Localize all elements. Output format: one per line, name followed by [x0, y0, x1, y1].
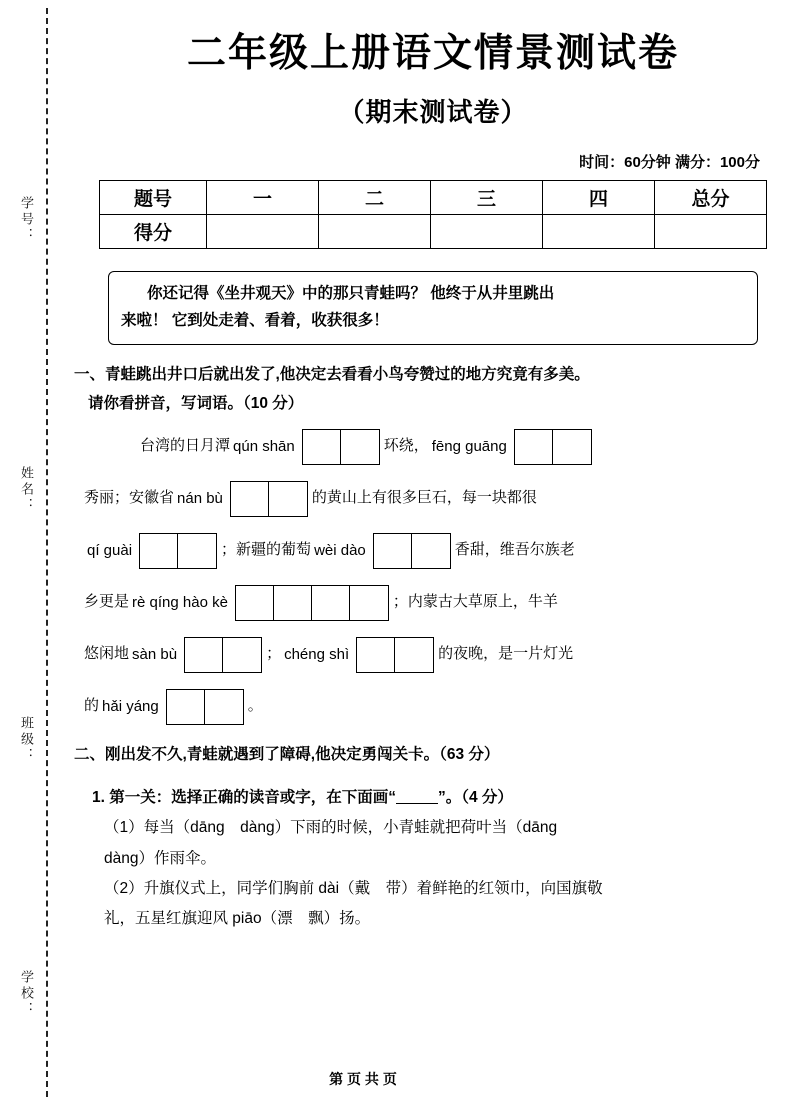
answer-box-cell[interactable]: [395, 638, 433, 672]
pinyin-text: qí guài: [87, 542, 133, 560]
section-two: [70, 741, 796, 935]
pinyin-text: hǎi yáng: [102, 698, 159, 716]
sentence-text: ；: [266, 646, 282, 663]
section-two-questions: [74, 783, 790, 934]
answer-box-cell[interactable]: [350, 586, 388, 620]
answer-box-group[interactable]: [302, 429, 380, 465]
answer-blank[interactable]: [396, 789, 438, 804]
question-line: dàng）作雨伞。: [104, 849, 216, 867]
margin-label-name: 姓名：: [19, 466, 34, 514]
section-one: [70, 361, 796, 724]
margin-label-student-id: 学号：: [19, 196, 34, 244]
margin-label-class: 班级：: [19, 716, 34, 764]
score-input-cell[interactable]: [319, 215, 431, 249]
table-row: [100, 181, 767, 215]
answer-box-cell[interactable]: [357, 638, 395, 672]
pinyin-text: rè qíng hào kè: [132, 594, 228, 612]
score-input-cell[interactable]: [207, 215, 319, 249]
paper-content: [70, 0, 796, 1105]
score-table-header-cell: 四: [543, 181, 655, 215]
pinyin-row: [74, 429, 790, 465]
sentence-text: 。: [247, 698, 263, 715]
answer-box-cell[interactable]: [205, 690, 243, 724]
score-table-header-cell: 题号: [100, 181, 207, 215]
sentence-text: 的夜晚，是一片灯光: [438, 646, 574, 663]
score-table-header-cell: 三: [431, 181, 543, 215]
page-title: 二年级上册语文情景测试卷: [186, 32, 679, 75]
score-input-cell[interactable]: [543, 215, 655, 249]
exam-info: 时间：60分钟 满分：100分: [579, 154, 760, 171]
pinyin-writing-area: [74, 429, 790, 725]
sentence-text: 的黄山上有很多巨石，每一块都很: [311, 490, 537, 507]
sentence-text: 秀丽；安徽省: [84, 490, 175, 507]
pinyin-row: [74, 585, 790, 621]
answer-box-cell[interactable]: [303, 430, 341, 464]
pinyin-text: sàn bù: [132, 646, 178, 664]
section-two-title: 二、刚出发不久,青蛙就遇到了障碍,他决定勇闯关卡。（63 分）: [74, 745, 500, 763]
answer-box-cell[interactable]: [312, 586, 350, 620]
page-subtitle: （期末测试卷）: [338, 97, 528, 127]
pinyin-row: [74, 481, 790, 517]
question-line: [74, 783, 790, 813]
answer-box-group[interactable]: [139, 533, 217, 569]
question-line: 礼，五星红旗迎风 piāo（漂 飘）扬。: [104, 910, 371, 928]
score-input-cell[interactable]: [431, 215, 543, 249]
question-line: （2）升旗仪式上，同学们胸前 dài（戴 带）着鲜艳的红领巾，向国旗敬: [104, 879, 603, 897]
pinyin-text: fēng guāng: [431, 438, 507, 456]
answer-box-group[interactable]: [230, 481, 308, 517]
answer-box-cell[interactable]: [223, 638, 261, 672]
score-table-header-cell: 二: [319, 181, 431, 215]
section-one-title-text: 一、青蛙跳出井口后就出发了,他决定去看看小鸟夸赞过的地方究竟有多美。: [74, 366, 590, 384]
margin-label-school: 学校：: [19, 970, 34, 1018]
pinyin-text: chéng shì: [284, 646, 350, 664]
pinyin-row: [74, 533, 790, 569]
answer-box-cell[interactable]: [553, 430, 591, 464]
answer-box-group[interactable]: [373, 533, 451, 569]
fold-dashed-line: [46, 8, 48, 1097]
answer-box-group[interactable]: [356, 637, 434, 673]
answer-box-cell[interactable]: [269, 482, 307, 516]
answer-box-cell[interactable]: [236, 586, 274, 620]
pinyin-text: nán bù: [177, 490, 223, 508]
answer-box-cell[interactable]: [167, 690, 205, 724]
sentence-text: 环绕，: [383, 438, 429, 455]
question-text-after: ”。（4 分）: [438, 789, 513, 807]
answer-box-cell[interactable]: [231, 482, 269, 516]
score-input-cell[interactable]: [655, 215, 767, 249]
answer-box-group[interactable]: [184, 637, 262, 673]
answer-box-cell[interactable]: [341, 430, 379, 464]
sentence-text: 悠闲地: [84, 646, 130, 663]
sentence-text: 乡更是: [84, 594, 130, 611]
pinyin-row: [74, 637, 790, 673]
sentence-text: 香甜，维吾尔族老: [454, 542, 575, 559]
left-margin: [0, 0, 62, 1105]
sentence-text: 的: [84, 698, 100, 715]
answer-box-group[interactable]: [514, 429, 592, 465]
answer-box-cell[interactable]: [185, 638, 223, 672]
pinyin-row: [74, 689, 790, 725]
question-text-before: 1. 第一关：选择正确的读音或字，在下面画“: [92, 789, 396, 807]
table-row: [100, 215, 767, 249]
score-table: [99, 180, 767, 249]
score-table-header-cell: 总分: [655, 181, 767, 215]
sentence-text: ；内蒙古大草原上，牛羊: [392, 594, 558, 611]
page-footer: 第 页 共 页: [329, 1071, 397, 1087]
section-one-title: [74, 361, 790, 418]
intro-box: [108, 271, 758, 345]
pinyin-text: qún shān: [233, 438, 295, 456]
answer-box-cell[interactable]: [140, 534, 178, 568]
answer-box-cell[interactable]: [178, 534, 216, 568]
answer-box-cell[interactable]: [515, 430, 553, 464]
intro-line-2: 来啦！ 它到处走着、看着，收获很多！: [121, 312, 389, 330]
score-table-row-label: 得分: [100, 215, 207, 249]
answer-box-group[interactable]: [235, 585, 389, 621]
answer-box-cell[interactable]: [374, 534, 412, 568]
score-table-header-cell: 一: [207, 181, 319, 215]
pinyin-text: wèi dào: [314, 542, 366, 560]
question-line: （1）每当（dāng dàng）下雨的时候，小青蛙就把荷叶当（dāng: [104, 819, 558, 837]
sentence-text: 台湾的日月潭: [140, 438, 231, 455]
answer-box-group[interactable]: [166, 689, 244, 725]
section-one-subtitle: 请你看拼音，写词语。（10 分）: [88, 394, 304, 412]
answer-box-cell[interactable]: [412, 534, 450, 568]
intro-line-1: 你还记得《坐井观天》中的那只青蛙吗？ 他终于从井里跳出: [147, 285, 555, 302]
sentence-text: ；新疆的葡萄: [221, 542, 312, 559]
answer-box-cell[interactable]: [274, 586, 312, 620]
